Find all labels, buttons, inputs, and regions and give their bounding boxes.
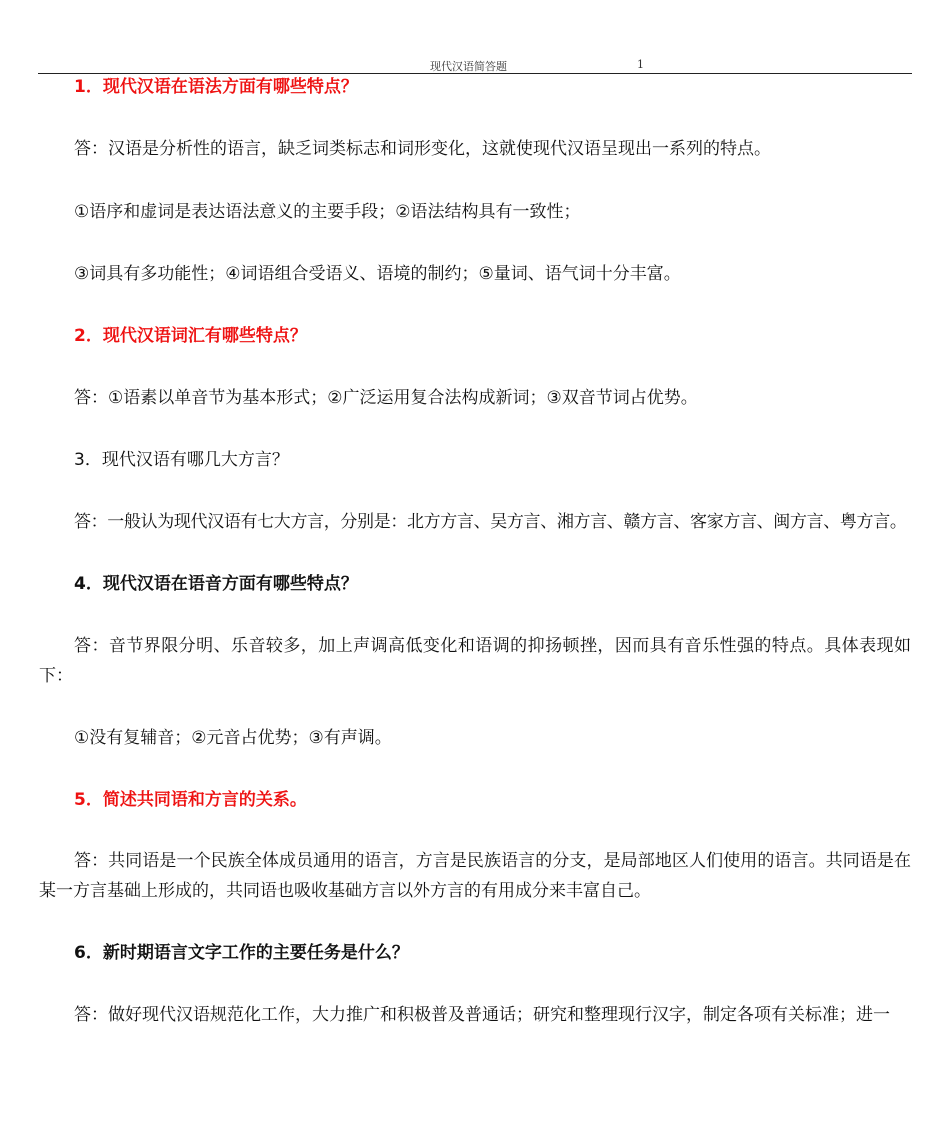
answer-3: 答：一般认为现代汉语有七大方言，分别是：北方方言、吴方言、湘方言、赣方言、客家方言、闽方言、粤方言。 (74, 512, 907, 532)
question-1: 1．现代汉语在语法方面有哪些特点？ (74, 77, 358, 97)
answer-4-points: ①没有复辅音；②元音占优势；③有声调。 (74, 728, 392, 748)
question-5: 5．简述共同语和方言的关系。 (74, 790, 307, 810)
question-3: 3．现代汉语有哪几大方言？ (74, 450, 289, 470)
answer-6: 答：做好现代汉语规范化工作，大力推广和积极普及普通话；研究和整理现行汉字，制定各项有关标准；进一 (74, 1005, 890, 1025)
answer-2: 答：①语素以单音节为基本形式；②广泛运用复合法构成新词；③双音节词占优势。 (74, 388, 698, 408)
header-title: 现代汉语简答题 (430, 60, 507, 73)
answer-1-points-b: ③词具有多功能性；④词语组合受语义、语境的制约；⑤量词、语气词十分丰富。 (74, 264, 681, 284)
answer-5: 答：共同语是一个民族全体成员通用的语言，方言是民族语言的分支，是局部地区人们使用的语言。共同语是在某一方言基础上形成的，共同语也吸收基础方言以外方言的有用成分来丰富自己。 (39, 851, 911, 901)
answer-4: 答：音节界限分明、乐音较多，加上声调高低变化和语调的抑扬顿挫，因而具有音乐性强的特点。具体表现如下： (39, 636, 911, 686)
answer-1-points-a: ①语序和虚词是表达语法意义的主要手段；②语法结构具有一致性； (74, 202, 581, 222)
question-2: 2．现代汉语词汇有哪些特点？ (74, 326, 307, 346)
question-4: 4．现代汉语在语音方面有哪些特点？ (74, 574, 358, 594)
question-6: 6．新时期语言文字工作的主要任务是什么？ (74, 943, 409, 963)
header-page-number: 1 (637, 58, 644, 71)
answer-1: 答：汉语是分析性的语言，缺乏词类标志和词形变化，这就使现代汉语呈现出一系列的特点。 (74, 139, 771, 159)
